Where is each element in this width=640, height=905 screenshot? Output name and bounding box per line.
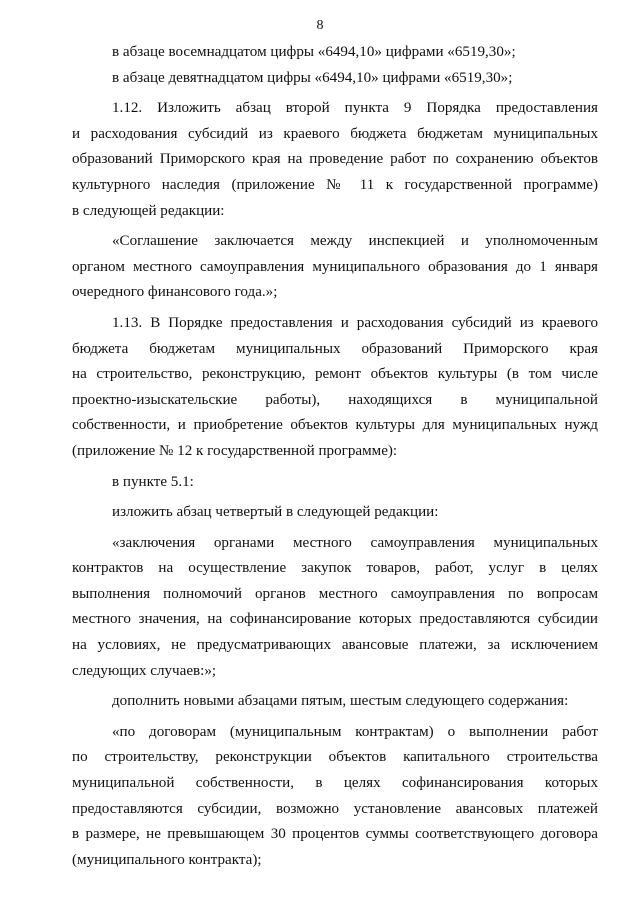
text-line: в абзаце восемнадцатом цифры «6494,10» цифрами «6519,30»;: [112, 44, 516, 60]
text-line: по строительству, реконструкции объектов капитального строительства: [72, 749, 598, 766]
text-line: в пункте 5.1:: [112, 473, 194, 490]
text-line: «заключения органами местного самоуправления муниципальных: [112, 534, 598, 551]
text-line: предоставляются субсидии, возможно установление авансовых платежей: [72, 800, 598, 817]
text-line: очередного финансового года.»;: [72, 284, 278, 301]
text-line: дополнить новыми абзацами пятым, шестым следующего содержания:: [112, 693, 569, 710]
text-line: «по договорам (муниципальным контрактам) о выполнении работ: [112, 723, 598, 740]
text-line: и расходования субсидий из краевого бюджета бюджетам муниципальных: [72, 125, 598, 142]
text-line: муниципальной собственности, в целях софинансирования которых: [72, 775, 598, 792]
document-body: [72, 40, 598, 873]
text-line: выполнения полномочий органов местного самоуправления по вопросам: [72, 585, 598, 602]
text-line: изложить абзац четвертый в следующей редакции:: [112, 504, 439, 521]
text-line: собственности, и приобретение объектов культуры для муниципальных нужд: [72, 417, 598, 434]
text-line: органом местного самоуправления муниципального образования до 1 января: [72, 258, 598, 275]
page-number: 8: [316, 18, 324, 33]
text-line: культурного наследия (приложение № 11 к государственной программе): [72, 176, 598, 193]
text-line: образований Приморского края на проведение работ по сохранению объектов: [72, 151, 598, 168]
text-line: в абзаце девятнадцатом цифры «6494,10» цифрами «6519,30»;: [112, 69, 513, 86]
text-line: (муниципального контракта);: [72, 851, 262, 868]
text-line: на строительство, реконструкцию, ремонт объектов культуры (в том числе: [72, 366, 598, 383]
text-line: «Соглашение заключается между инспекцией и уполномоченным: [112, 233, 598, 250]
text-line: проектно-изыскательские работы), находящихся в муниципальной: [72, 391, 598, 408]
text-line: в следующей редакции:: [72, 202, 225, 219]
text-line: 1.13. В Порядке предоставления и расходования субсидий из краевого: [112, 314, 598, 331]
text-line: на условиях, не предусматривающих авансовые платежи, за исключением: [72, 637, 598, 654]
text-line: 1.12. Изложить абзац второй пункта 9 Порядка предоставления: [112, 100, 598, 117]
text-line: в размере, не превышающем 30 процентов суммы соответствующего договора: [72, 826, 598, 843]
text-line: (приложение № 12 к государственной программе):: [72, 442, 398, 459]
text-line: местного значения, на софинансирование которых предоставляются субсидии: [72, 611, 598, 628]
text-line: следующих случаев:»;: [72, 662, 217, 679]
text-line: бюджета бюджетам муниципальных образований Приморского края: [72, 340, 598, 357]
text-line: контрактов на осуществление закупок товаров, работ, услуг в целях: [72, 560, 598, 577]
